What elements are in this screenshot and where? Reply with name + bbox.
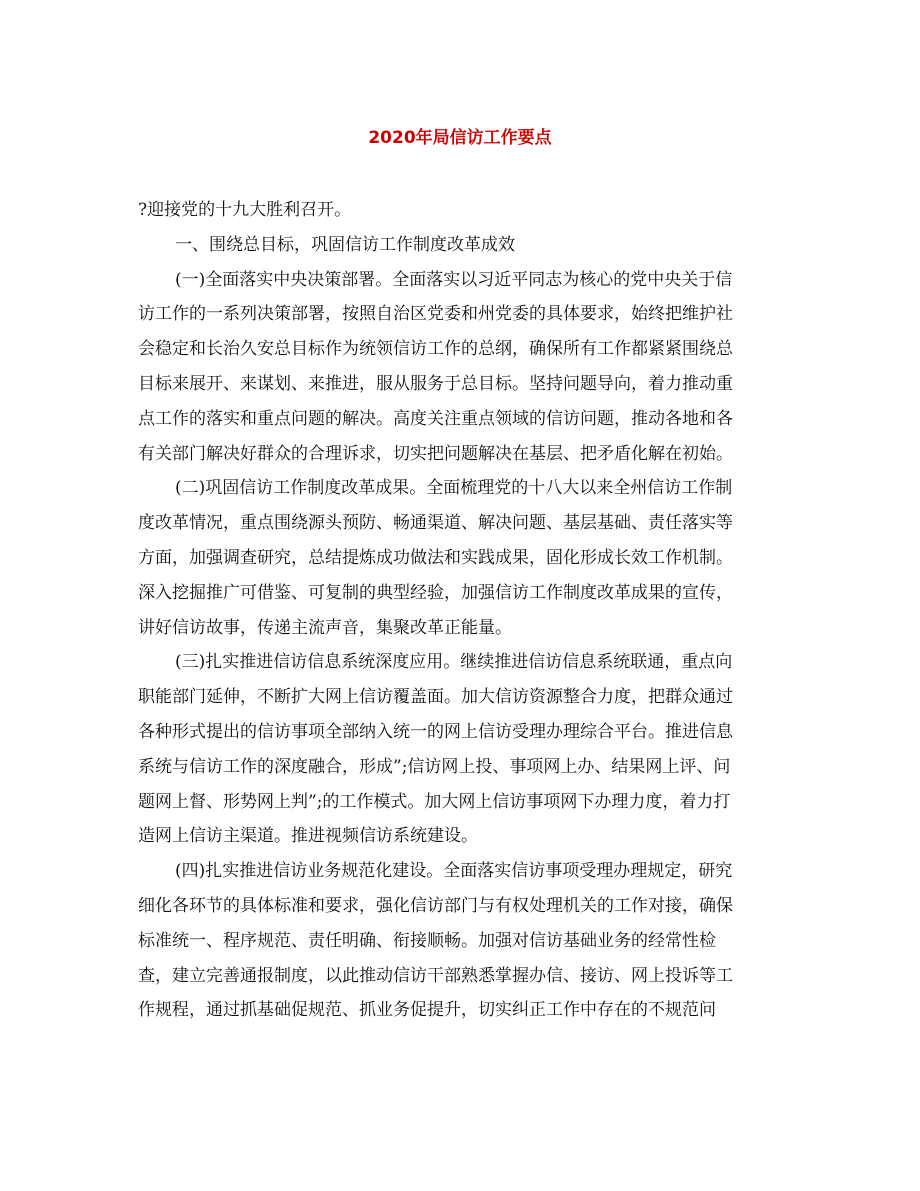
body-line: 职能部门延伸，不断扩大网上信访覆盖面。加大信访资源整合力度，把群众通过 — [138, 687, 733, 708]
document-title: 2020年局信访工作要点 — [368, 128, 552, 148]
body-line: 有关部门解决好群众的合理诉求，切实把问题解决在基层、把矛盾化解在初始。 — [138, 443, 733, 464]
body-line: 度改革情况，重点围绕源头预防、畅通渠道、解决问题、基层基础、责任落实等 — [138, 513, 733, 534]
body-line: (二)巩固信访工作制度改革成果。全面梳理党的十八大以来全州信访工作制 — [175, 478, 733, 499]
body-line: 访工作的一系列决策部署，按照自治区党委和州党委的具体要求，始终把维护社 — [138, 304, 733, 325]
body-line: 讲好信访故事，传递主流声音，集聚改革正能量。 — [138, 617, 512, 638]
body-line: 会稳定和长治久安总目标作为统领信访工作的总纲，确保所有工作都紧紧围绕总 — [138, 339, 733, 360]
document-body — [138, 193, 778, 1028]
body-line: 各种形式提出的信访事项全部纳入统一的网上信访受理办理综合平台。推进信息 — [138, 721, 733, 742]
body-line: 方面，加强调查研究，总结提炼成功做法和实践成果，固化形成长效工作机制。 — [138, 547, 733, 568]
body-line: 作规程，通过抓基础促规范、抓业务促提升，切实纠正工作中存在的不规范问 — [138, 1000, 716, 1021]
body-line: 深入挖掘推广可借鉴、可复制的典型经验，加强信访工作制度改革成果的宣传， — [138, 582, 733, 603]
body-line: (四)扎实推进信访业务规范化建设。全面落实信访事项受理办理规定，研究 — [175, 861, 733, 882]
body-line: 点工作的落实和重点问题的解决。高度关注重点领域的信访问题，推动各地和各 — [138, 408, 733, 429]
body-line: 造网上信访主渠道。推进视频信访系统建设。 — [138, 826, 478, 847]
body-line: ?迎接党的十九大胜利召开。 — [138, 200, 352, 220]
body-line: 题网上督、形势网上判”;的工作模式。加大网上信访事项网下办理力度，着力打 — [138, 791, 731, 812]
body-line: 目标来展开、来谋划、来推进，服从服务于总目标。坚持问题导向，着力推动重 — [138, 373, 733, 394]
body-line: 查，建立完善通报制度，以此推动信访干部熟悉掌握办信、接访、网上投诉等工 — [138, 965, 733, 986]
body-line: (三)扎实推进信访信息系统深度应用。继续推进信访信息系统联通，重点向 — [175, 652, 733, 673]
body-line: 细化各环节的具体标准和要求，强化信访部门与有权处理机关的工作对接，确保 — [138, 895, 733, 916]
body-line: (一)全面落实中央决策部署。全面落实以习近平同志为核心的党中央关于信 — [175, 269, 733, 290]
body-line: 标准统一、程序规范、责任明确、衔接顺畅。加强对信访基础业务的经常性检 — [138, 930, 716, 951]
body-line: 系统与信访工作的深度融合，形成”;信访网上投、事项网上办、结果网上评、问 — [138, 756, 731, 777]
section-heading: 一、围绕总目标，巩固信访工作制度改革成效 — [175, 234, 515, 255]
